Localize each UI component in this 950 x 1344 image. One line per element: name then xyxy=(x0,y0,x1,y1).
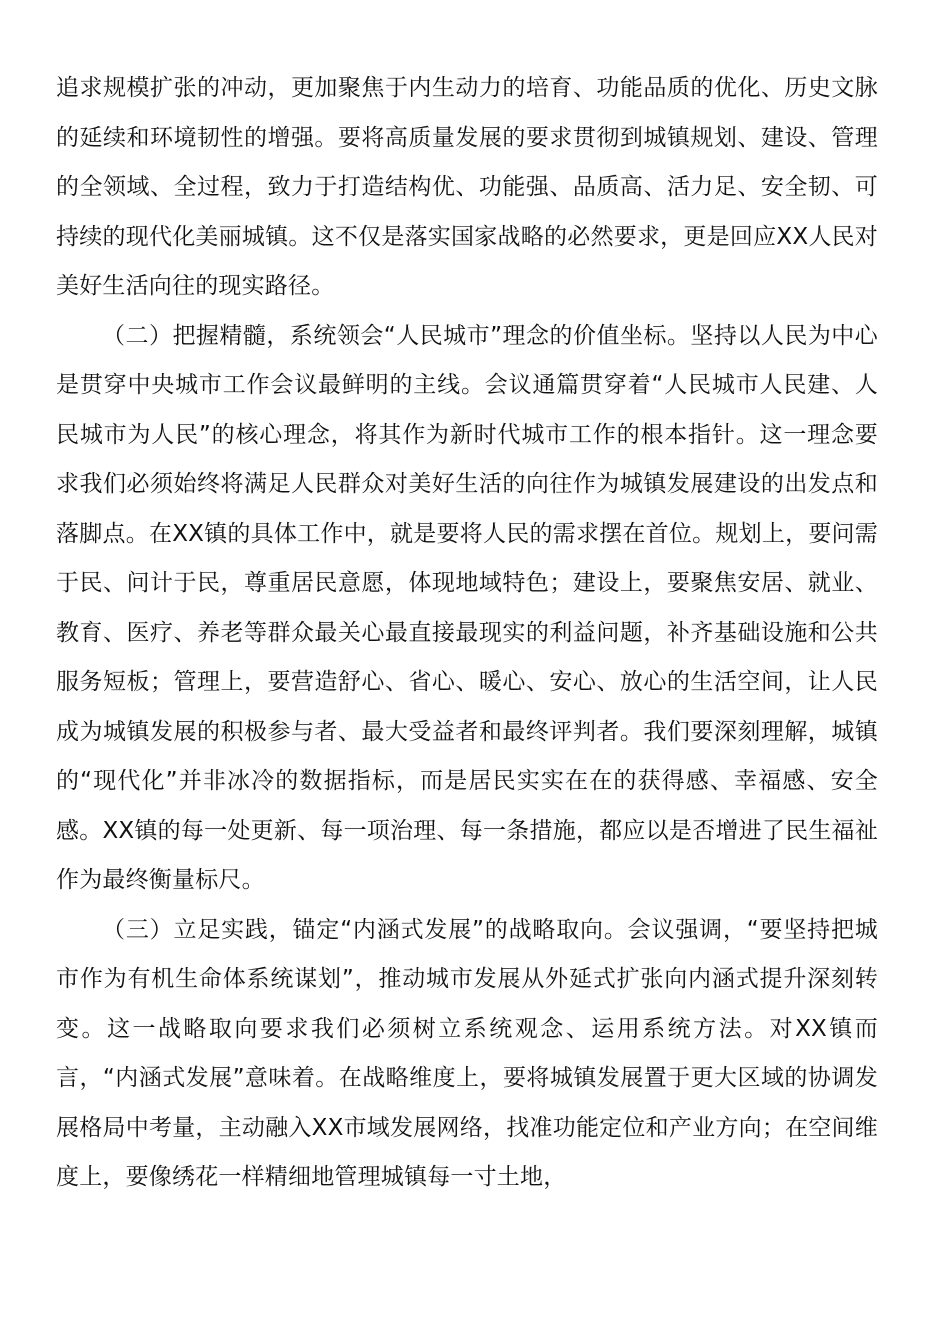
paragraph-section-3: （三）立足实践，锚定“内涵式发展”的战略取向。会议强调，“要坚持把城市作为有机生命体系统谋划”，推动城市发展从外延式扩张向内涵式提升深刻转变。这一战略取向要求我们必须树立系统观念、运用系统方法。对XX镇而言，“内涵式发展”意味着。在战略维度上，要将城镇发展置于更大区域的协调发展格局中考量，主动融入XX市域发展网络，找准功能定位和产业方向；在空间维度上，要像绣花一样精细地管理城镇每一寸土地， xyxy=(56,916,878,1190)
paragraph-continuation: 追求规模扩张的冲动，更加聚焦于内生动力的培育、功能品质的优化、历史文脉的延续和环境韧性的增强。要将高质量发展的要求贯彻到城镇规划、建设、管理的全领域、全过程，致力于打造结构优、功能强、品质高、活力足、安全韧、可持续的现代化美丽城镇。这不仅是落实国家战略的必然要求，更是回应XX人民对美好生活向往的现实路径。 xyxy=(56,75,878,299)
document-page xyxy=(56,64,878,1203)
paragraph-section-2: （二）把握精髓，系统领会“人民城市”理念的价值坐标。坚持以人民为中心是贯穿中央城市工作会议最鲜明的主线。会议通篇贯穿着“人民城市人民建、人民城市为人民”的核心理念，将其作为新时代城市工作的根本指针。这一理念要求我们必须始终将满足人民群众对美好生活的向往作为城镇发展建设的出发点和落脚点。在XX镇的具体工作中，就是要将人民的需求摆在首位。规划上，要问需于民、问计于民，尊重居民意愿，体现地域特色；建设上，要聚焦安居、就业、教育、医疗、养老等群众最关心最直接最现实的利益问题，补齐基础设施和公共服务短板；管理上，要营造舒心、省心、暖心、安心、放心的生活空间，让人民成为城镇发展的积极参与者、最大受益者和最终评判者。我们要深刻理解，城镇的“现代化”并非冰冷的数据指标，而是居民实实在在的获得感、幸福感、安全感。XX镇的每一处更新、每一项治理、每一条措施，都应以是否增进了民生福祉作为最终衡量标尺。 xyxy=(56,322,878,893)
